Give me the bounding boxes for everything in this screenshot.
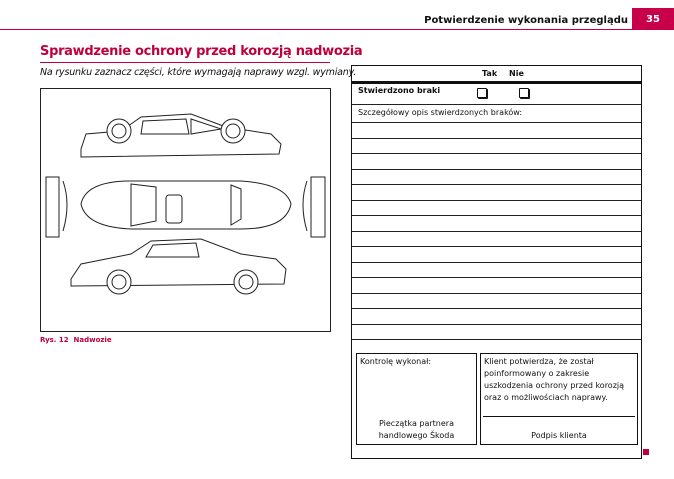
end-marker [643, 449, 649, 455]
checkbox-no[interactable] [519, 88, 529, 98]
write-line [352, 153, 641, 154]
section-heading: Sprawdzenie ochrony przed korozją nadwozia [40, 44, 363, 59]
car-plan-view [46, 177, 325, 237]
write-line [352, 215, 641, 216]
inspector-box [356, 353, 477, 445]
write-line [352, 262, 641, 263]
car-side-bottom-view [71, 239, 286, 294]
car-body-diagram [40, 88, 331, 332]
write-line [352, 231, 641, 232]
header-rule [352, 81, 641, 84]
header-title: Potwierdzenie wykonania przeglądu [424, 15, 628, 26]
checkbox-yes[interactable] [477, 88, 487, 98]
signature-label: Podpis klienta [531, 431, 587, 440]
figure-label: Rys. 12 [40, 336, 69, 344]
row-divider [352, 104, 641, 105]
page-number: 35 [632, 8, 674, 30]
write-line [352, 246, 641, 247]
inspector-label: Kontrolę wykonał: [360, 357, 432, 366]
car-side-top-view [81, 114, 281, 157]
signature-line[interactable] [483, 416, 635, 417]
inspection-form [351, 65, 642, 459]
write-line [352, 324, 641, 325]
write-line [352, 293, 641, 294]
write-line [352, 277, 641, 278]
defects-found-label: Stwierdzono braki [358, 86, 441, 95]
description-label: Szczegółowy opis stwierdzonych braków: [358, 108, 523, 117]
figure-title: Nadwozie [73, 336, 112, 344]
write-line [352, 308, 641, 309]
client-box [480, 353, 638, 445]
heading-underline [40, 62, 330, 63]
write-line [352, 339, 641, 340]
header-rule [0, 29, 632, 30]
stamp-label: Pieczątka partnera handlowego Škoda [378, 419, 455, 440]
write-line [352, 122, 641, 123]
col-no-header: Nie [509, 69, 524, 78]
write-line [352, 138, 641, 139]
instructions: Na rysunku zaznacz części, które wymagają naprawy wzgl. wymiany. [40, 67, 357, 78]
col-yes-header: Tak [482, 69, 498, 78]
figure-caption [40, 336, 112, 344]
write-line [352, 200, 641, 201]
client-statement: Klient potwierdza, że został poinformowany o zakresie uszkodzenia ochrony przed korozją oraz o możliwościach naprawy. [484, 357, 625, 402]
write-line [352, 169, 641, 170]
write-line [352, 184, 641, 185]
